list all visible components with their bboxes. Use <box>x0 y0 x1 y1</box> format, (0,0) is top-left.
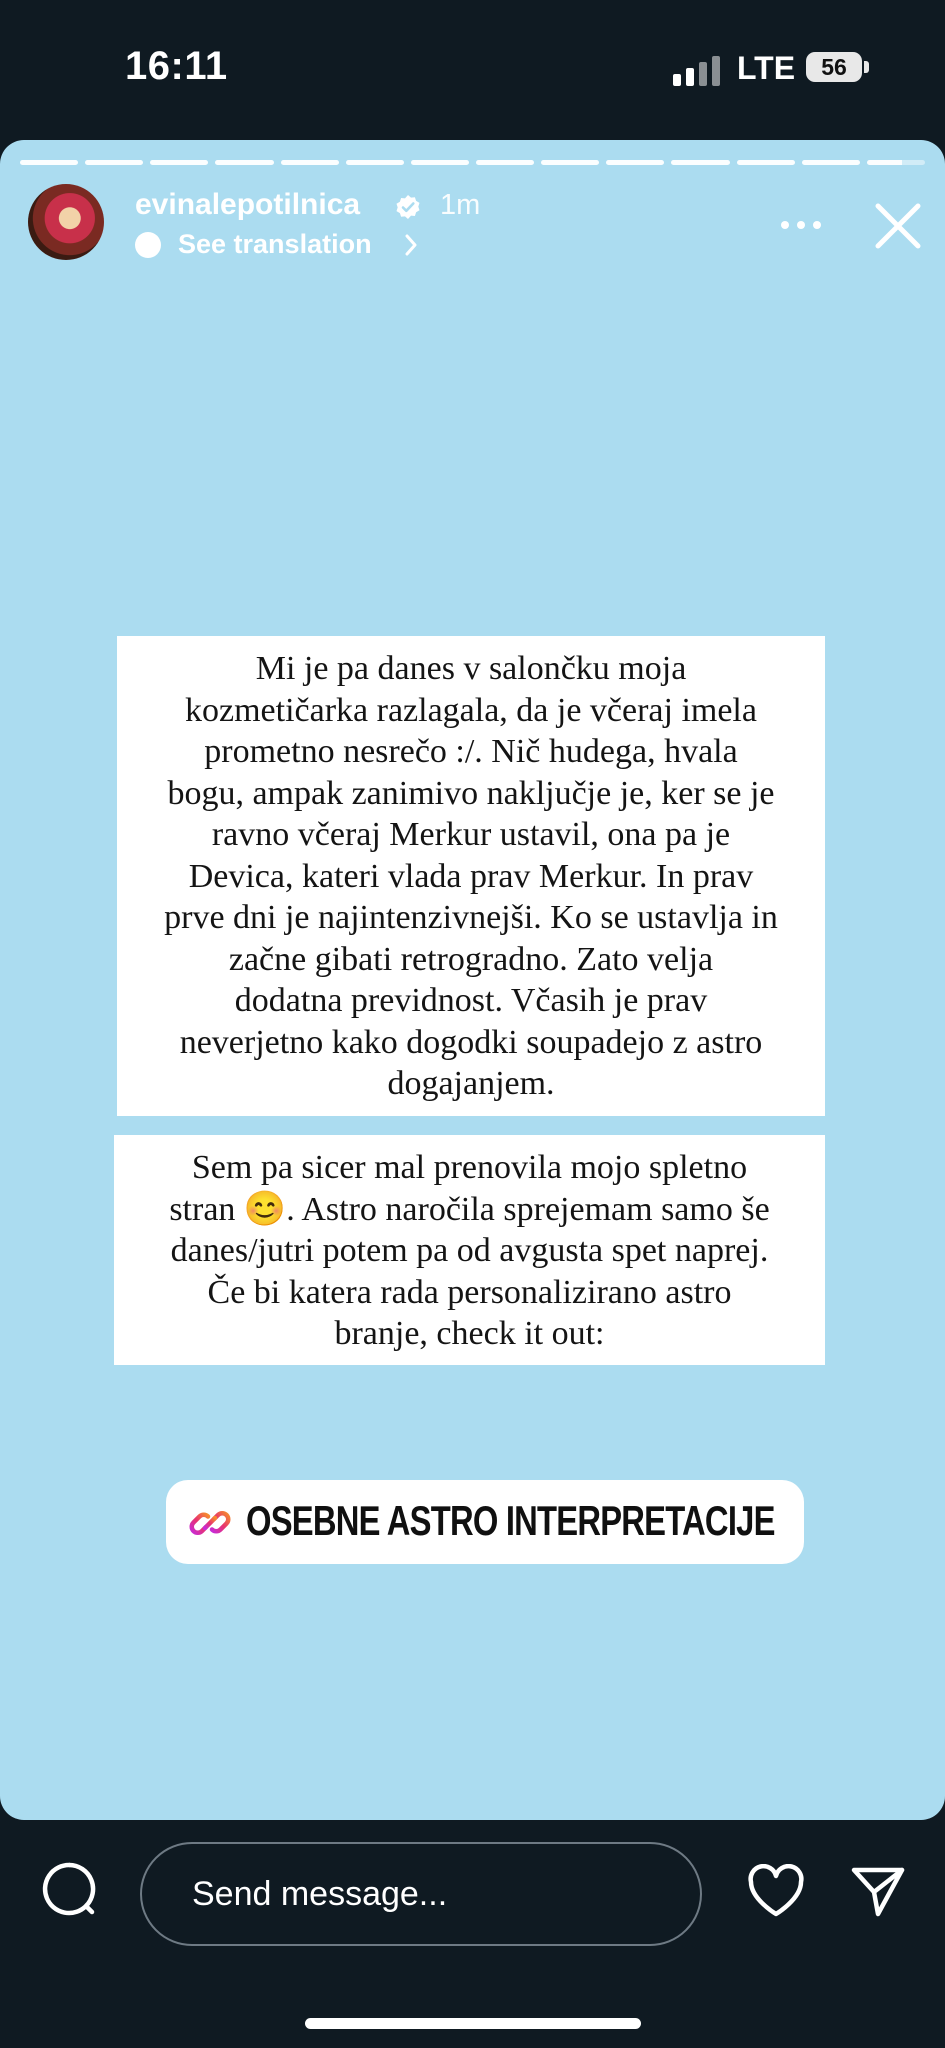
send-icon[interactable] <box>850 1864 906 1918</box>
story-card[interactable] <box>0 140 945 1820</box>
text-line: branje, check it out: <box>334 1315 605 1352</box>
translate-icon <box>135 232 161 258</box>
camera-icon[interactable] <box>40 1860 98 1918</box>
text-line: dogajanjem. <box>387 1065 555 1102</box>
more-options-icon[interactable] <box>780 220 822 230</box>
chevron-right-icon[interactable] <box>402 233 420 257</box>
status-time: 16:11 <box>125 44 228 88</box>
story-text-box-1 <box>117 636 825 1116</box>
story-username[interactable]: evinalepotilnica <box>135 188 361 221</box>
heart-icon[interactable] <box>747 1864 805 1918</box>
text-line: prometno nesrečo :/. Nič hudega, hvala <box>204 733 738 770</box>
text-line: dodatna previdnost. Včasih je prav <box>234 982 708 1019</box>
signal-icon <box>673 56 721 86</box>
story-progress-segment <box>737 160 795 165</box>
story-progress-segment <box>150 160 208 165</box>
story-progress-segment <box>215 160 273 165</box>
battery-icon: 56 <box>806 52 862 82</box>
text-line: bogu, ampak zanimivo naključje je, ker se je <box>167 774 775 812</box>
story-progress-segment <box>85 160 143 165</box>
text-line: Če bi katera rada personalizirano astro <box>207 1273 732 1311</box>
battery-tip <box>864 61 869 73</box>
link-sticker-label: OSEBNE ASTRO INTERPRETACIJE <box>246 1497 775 1544</box>
text-line: Devica, kateri vlada prav Merkur. In prav <box>188 857 754 895</box>
text-line: Sem pa sicer mal prenovila mojo spletno <box>191 1149 748 1186</box>
avatar[interactable] <box>28 184 104 260</box>
story-progress-segment <box>20 160 78 165</box>
text-line: neverjetno kako dogodki soupadejo z astro <box>179 1023 763 1061</box>
text-line: kozmetičarka razlagala, da je včeraj imela <box>185 691 757 729</box>
home-indicator <box>305 2018 641 2029</box>
verified-badge-icon <box>395 194 421 220</box>
close-icon[interactable] <box>872 200 924 252</box>
story-progress-segment <box>606 160 664 165</box>
text-line: danes/jutri potem pa od avgusta spet naprej. <box>170 1232 769 1269</box>
story-progress-segment <box>671 160 729 165</box>
link-icon <box>187 1500 233 1546</box>
story-progress-segment <box>411 160 469 165</box>
network-type: LTE <box>737 50 796 86</box>
story-progress-segment <box>867 160 925 165</box>
link-sticker[interactable] <box>166 1480 804 1564</box>
story-progress-segment <box>281 160 339 165</box>
reply-bar <box>0 1820 945 2048</box>
text-line: Mi je pa danes v salončku moja <box>255 650 687 687</box>
story-text-box-2 <box>114 1135 825 1365</box>
story-progress-segment <box>476 160 534 165</box>
text-line: ravno včeraj Merkur ustavil, ona pa je <box>211 816 731 853</box>
text-line: prve dni je najintenzivnejši. Ko se ustavlja in <box>164 899 778 936</box>
story-progress-segment <box>541 160 599 165</box>
story-progress-segment <box>346 160 404 165</box>
story-time-ago: 1m <box>440 189 481 221</box>
text-line: začne gibati retrogradno. Zato velja <box>228 940 714 978</box>
send-message-input[interactable] <box>140 1842 702 1946</box>
see-translation-link[interactable]: See translation <box>178 229 372 259</box>
story-progress-bars <box>20 160 925 165</box>
text-line: stran 😊. Astro naročila sprejemam samo še <box>169 1190 770 1228</box>
story-progress-segment <box>802 160 860 165</box>
status-bar <box>0 0 945 140</box>
